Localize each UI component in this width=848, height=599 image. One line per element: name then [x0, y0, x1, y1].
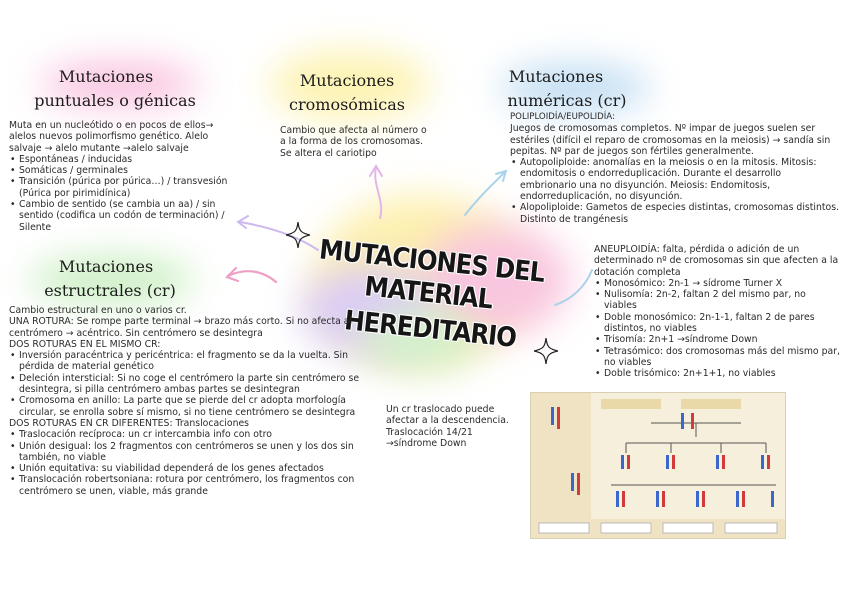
- list-item: • Cambio de sentido (se cambia un aa) / sin sentido (codifica un codón de terminación) / Silente: [19, 199, 231, 233]
- list-item: • Inversión paracéntrica y pericéntrica: el fragmento se da la vuelta. Sin pérdida de material genético: [19, 350, 364, 373]
- translocation-figure: [530, 392, 786, 539]
- list-item: • Deleción intersticial: Si no coge el centrómero la parte sin centrómero se desintegra, si pilla centrómero ambas partes se desintegran: [19, 373, 364, 396]
- estructurales-list-3: [9, 474, 364, 497]
- cromosomicas-title-line2: cromosómicas: [289, 95, 405, 114]
- estructurales-title-line2: estructrales (cr): [44, 281, 176, 300]
- main-title-line1: MUTACIONES DEL MATERIAL: [317, 234, 546, 316]
- numericas-intro: Juegos de cromosomas completos. Nº impar de juegos suelen ser estériles (difícil el reparo de cromosomas en la meiosis) → sandía sin pepitas. Nº par de juegos son fértiles generalmente.: [510, 123, 831, 157]
- estructurales-list-1: [9, 350, 364, 418]
- numericas-heading: POLIPLOIDÍA/EUPOLIDÍA:: [510, 112, 615, 122]
- estructurales-line: DOS ROTURAS EN EL MISMO CR:: [9, 338, 161, 350]
- estructurales-sublist: [9, 441, 364, 475]
- aneuploidia-intro: ANEUPLOIDÍA: falta, pérdida o adición de un determinado nº de cromosomas sin que afecten a la dotación completa: [594, 244, 839, 278]
- list-item: • Doble monosómico: 2n-1-1, faltan 2 de pares distintos, no viables: [604, 312, 840, 335]
- numericas-list: [510, 157, 840, 225]
- cromosomicas-title-line1: Mutaciones: [299, 71, 395, 90]
- translocation-diagram: [531, 393, 785, 538]
- cromosomicas-title: [262, 70, 432, 116]
- list-item: • Trisomía: 2n+1 →síndrome Down: [604, 334, 840, 345]
- list-item: • Tetrasómico: dos cromosomas más del mismo par, no viables: [604, 346, 840, 369]
- puntuales-title-line2: puntuales o génicas: [34, 91, 196, 110]
- list-item: • Transición (púrica por púrica…) / transvesión (Púrica por pirimidínica): [19, 176, 231, 199]
- main-title-line2: HEREDITARIO: [342, 305, 518, 354]
- puntuales-title-line1: Mutaciones: [58, 67, 154, 86]
- cromosomicas-text: [280, 125, 430, 171]
- list-item: • Somáticas / germinales: [19, 165, 231, 176]
- list-item: • Unión equitativa: su viabilidad dependerá de los genes afectados: [19, 463, 364, 474]
- numericas-title-line2: numéricas (cr): [507, 91, 627, 110]
- numericas-text: [510, 112, 840, 225]
- traslocado-note: [386, 404, 516, 449]
- arrow-to-cromosomicas: [375, 168, 381, 218]
- list-item: • Alopoliploide: Gametos de especies distintas, cromosomas distintos. Distinto de trangénesis: [520, 202, 840, 225]
- puntuales-text: [9, 120, 231, 246]
- list-item: • Unión desigual: los 2 fragmentos con centrómeros se unen y los dos sin también, no viable: [19, 441, 364, 464]
- list-item: • Translocación robertsoniana: rotura por centrómero, los fragmentos con centrómero se unen, viable, más grande: [19, 474, 364, 497]
- estructurales-line: UNA ROTURA: Se rompe parte terminal → brazo más corto. Si no afecta al centrómero → acéntrico. Sin centrómero se desintegra: [9, 316, 353, 339]
- puntuales-list: [9, 154, 231, 233]
- estructurales-text: [9, 305, 364, 497]
- list-item: • Cromosoma en anillo: La parte que se pierde del cr adopta morfología circular, se enrolla sobre sí mismo, si no tiene centrómero se desintegra: [19, 395, 364, 418]
- estructurales-heading2: DOS ROTURAS EN CR DIFERENTES: Translocaciones: [9, 417, 250, 429]
- numericas-title: [492, 66, 642, 112]
- list-item: • Espontáneas / inducidas: [19, 154, 231, 165]
- arrow-to-numericas: [465, 172, 505, 215]
- list-item: • Traslocación recíproca: un cr intercambia info con otro: [19, 429, 364, 440]
- list-item: • Autopoliploide: anomalías en la meiosis o en la mitosis. Mitosis: endomitosis o endorreduplicación. Durante el desarrollo embrionario una no disyunción. Meiosis: Endomitosis, endorreduplicación, no disyunción.: [520, 157, 840, 202]
- estructurales-line: Cambio estructural en uno o varios cr.: [9, 305, 187, 316]
- aneuploidia-text: [594, 244, 840, 380]
- aneuploidia-list: [594, 278, 840, 380]
- list-item: • Monosómico: 2n-1 → sídrome Turner X: [604, 278, 840, 289]
- estructurales-title-line1: Mutaciones: [58, 257, 154, 276]
- cromosomicas-description: Cambio que afecta al número o a la forma de los cromosomas. Se altera el cariotipo: [280, 125, 427, 159]
- puntuales-intro: Muta en un nucleótido o en pocos de ellos→ alelos nuevos polimorfismo genético. Alelo salvaje → alelo mutante →alelo salvaje: [9, 120, 214, 154]
- list-item: • Nulisomía: 2n-2, faltan 2 del mismo par, no viables: [604, 289, 840, 312]
- traslocado-text: Un cr traslocado puede afectar a la descendencia. Traslocación 14/21 →síndrome Down: [386, 404, 509, 449]
- numericas-title-line1: Mutaciones: [508, 67, 604, 86]
- puntuales-title: [10, 66, 220, 112]
- estructurales-list-2: [9, 429, 364, 440]
- estructurales-title: [20, 256, 200, 302]
- list-item: • Doble trisómico: 2n+1+1, no viables: [604, 368, 840, 379]
